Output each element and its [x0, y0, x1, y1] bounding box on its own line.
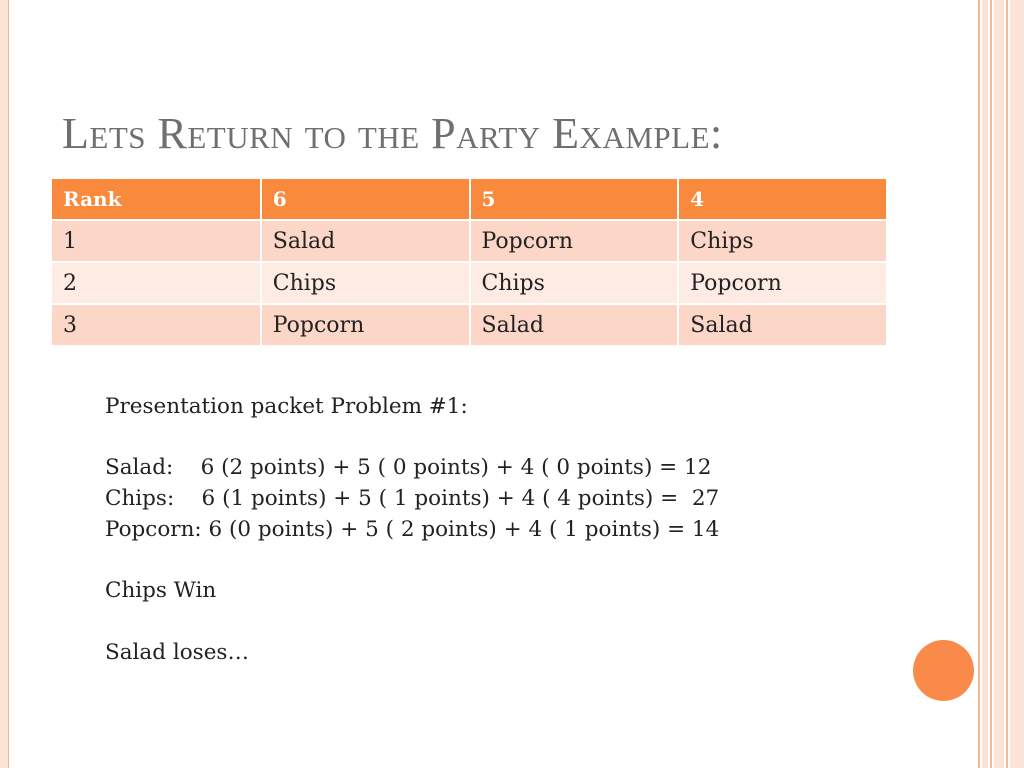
- problem-heading: Presentation packet Problem #1:: [105, 394, 468, 419]
- table-header-row: [52, 179, 887, 220]
- right-stripe-2: [982, 0, 988, 768]
- right-stripe-1: [978, 0, 980, 768]
- table-cell: Chips: [678, 220, 887, 262]
- popcorn-score-line: Popcorn: 6 (0 points) + 5 ( 2 points) + 4 ( 1 points) = 14: [105, 516, 720, 542]
- loser-line: Salad loses…: [105, 639, 249, 665]
- right-stripe-3: [990, 0, 992, 768]
- table-cell: 1: [52, 220, 261, 262]
- right-stripe-6: [1010, 0, 1024, 768]
- salad-score-line: Salad: 6 (2 points) + 5 ( 0 points) + 4 ( 0 points) = 12: [105, 455, 712, 481]
- slide-title: Lets Return to the Party Example:: [62, 109, 723, 158]
- table-cell: Salad: [261, 220, 470, 262]
- table-row: [52, 262, 887, 304]
- header-rank: Rank: [52, 179, 261, 220]
- chips-score-line: Chips: 6 (1 points) + 5 ( 1 points) + 4 ( 4 points) = 27: [105, 486, 720, 512]
- table-cell: Chips: [261, 262, 470, 304]
- slide-body: [105, 392, 905, 668]
- table-row: [52, 220, 887, 262]
- table-cell: Popcorn: [470, 220, 679, 262]
- blank-line: [105, 545, 905, 576]
- right-stripe-5: [1006, 0, 1008, 768]
- blank-line: [105, 607, 905, 638]
- accent-circle-decoration: [913, 640, 974, 701]
- table-cell: 2: [52, 262, 261, 304]
- table-cell: Chips: [470, 262, 679, 304]
- winner-line: Chips Win: [105, 578, 217, 604]
- table-cell: Popcorn: [678, 262, 887, 304]
- table-row: [52, 304, 887, 346]
- table-cell: Salad: [470, 304, 679, 346]
- table-cell: 3: [52, 304, 261, 346]
- blank-line: [105, 423, 905, 454]
- header-6-voters: 6: [261, 179, 470, 220]
- right-stripe-4: [994, 0, 1004, 768]
- table-cell: Popcorn: [261, 304, 470, 346]
- header-4-voters: 4: [678, 179, 887, 220]
- header-5-voters: 5: [470, 179, 679, 220]
- table-cell: Salad: [678, 304, 887, 346]
- left-border-decoration: [0, 0, 8, 768]
- ranking-table: [52, 179, 888, 347]
